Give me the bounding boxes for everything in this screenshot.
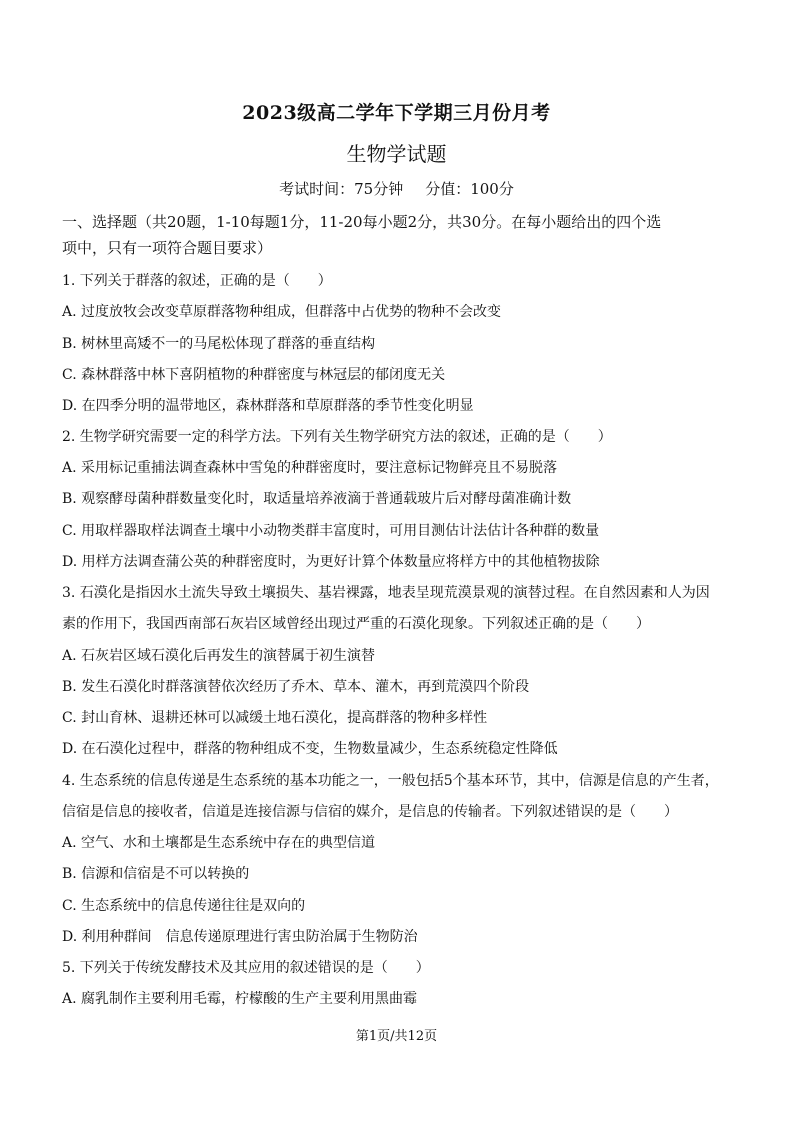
question-4-option-b: B. 信源和信宿是不可以转换的 xyxy=(62,866,250,882)
question-2-option-a: A. 采用标记重捕法调查森林中雪兔的种群密度时，要注意标记物鲜亮且不易脱落 xyxy=(62,460,558,476)
question-2-stem: 2. 生物学研究需要一定的科学方法。下列有关生物学研究方法的叙述，正确的是（ ） xyxy=(62,429,612,445)
question-3-option-c: C. 封山育林、退耕还林可以减缓土地石漠化，提高群落的物种多样性 xyxy=(62,710,488,726)
question-1-option-c: C. 森林群落中林下喜阴植物的种群密度与林冠层的郁闭度无关 xyxy=(62,367,446,383)
question-4-option-a: A. 空气、水和土壤都是生态系统中存在的典型信道 xyxy=(62,835,376,851)
question-5-option-a: A. 腐乳制作主要利用毛霉，柠檬酸的生产主要利用黑曲霉 xyxy=(62,991,418,1007)
question-3-option-d: D. 在石漠化过程中，群落的物种组成不变，生物数量减少，生态系统稳定性降低 xyxy=(62,741,558,757)
exam-score: 分值：100分 xyxy=(425,180,514,198)
question-1-stem: 1. 下列关于群落的叙述，正确的是（ ） xyxy=(62,273,332,289)
exam-subtitle: 生物学试题 xyxy=(346,142,447,166)
exam-time: 考试时间：75分钟 xyxy=(279,180,404,198)
question-4-stem-line-2: 信宿是信息的接收者，信道是连接信源与信宿的媒介，是信息的传输者。下列叙述错误的是（ ） xyxy=(62,804,678,820)
question-4-option-d: D. 利用种群间 信息传递原理进行害虫防治属于生物防治 xyxy=(62,929,418,945)
page-footer: 第1页/共12页 xyxy=(355,1029,438,1044)
question-3-stem-line-1: 3. 石漠化是指因水土流失导致土壤损失、基岩裸露，地表呈现荒漠景观的演替过程。在自然因素和人为因 xyxy=(62,585,710,601)
question-4-stem-line-1: 4. 生态系统的信息传递是生态系统的基本功能之一，一般包括5个基本环节，其中，信源是信息的产生者， xyxy=(62,773,719,789)
question-2-option-b: B. 观察酵母菌种群数量变化时，取适量培养液滴于普通载玻片后对酵母菌准确计数 xyxy=(62,491,572,507)
exam-info xyxy=(0,178,793,199)
question-2-option-d: D. 用样方法调查蒲公英的种群密度时，为更好计算个体数量应将样方中的其他植物拔除 xyxy=(62,554,600,570)
question-3-stem-line-2: 素的作用下，我国西南部石灰岩区域曾经出现过严重的石漠化现象。下列叙述正确的是（ ） xyxy=(62,616,650,632)
question-5-stem: 5. 下列关于传统发酵技术及其应用的叙述错误的是（ ） xyxy=(62,960,430,976)
question-2-option-c: C. 用取样器取样法调查土壤中小动物类群丰富度时，可用目测估计法估计各种群的数量 xyxy=(62,523,600,539)
question-3-option-b: B. 发生石漠化时群落演替依次经历了乔木、草本、灌木，再到荒漠四个阶段 xyxy=(62,679,530,695)
question-4-option-c: C. 生态系统中的信息传递往往是双向的 xyxy=(62,898,306,914)
section-heading-line-1: 一、选择题（共20题，1-10每题1分，11-20每小题2分，共30分。在每小题给出的四个选 xyxy=(62,213,662,231)
question-1-option-a: A. 过度放牧会改变草原群落物种组成，但群落中占优势的物种不会改变 xyxy=(62,304,502,320)
question-1-option-d: D. 在四季分明的温带地区，森林群落和草原群落的季节性变化明显 xyxy=(62,398,474,414)
question-1-option-b: B. 树林里高矮不一的马尾松体现了群落的垂直结构 xyxy=(62,336,376,352)
question-3-option-a: A. 石灰岩区域石漠化后再发生的演替属于初生演替 xyxy=(62,648,376,664)
section-heading-line-2: 项中，只有一项符合题目要求） xyxy=(62,239,273,257)
exam-title: 2023级高二学年下学期三月份月考 xyxy=(242,102,551,124)
